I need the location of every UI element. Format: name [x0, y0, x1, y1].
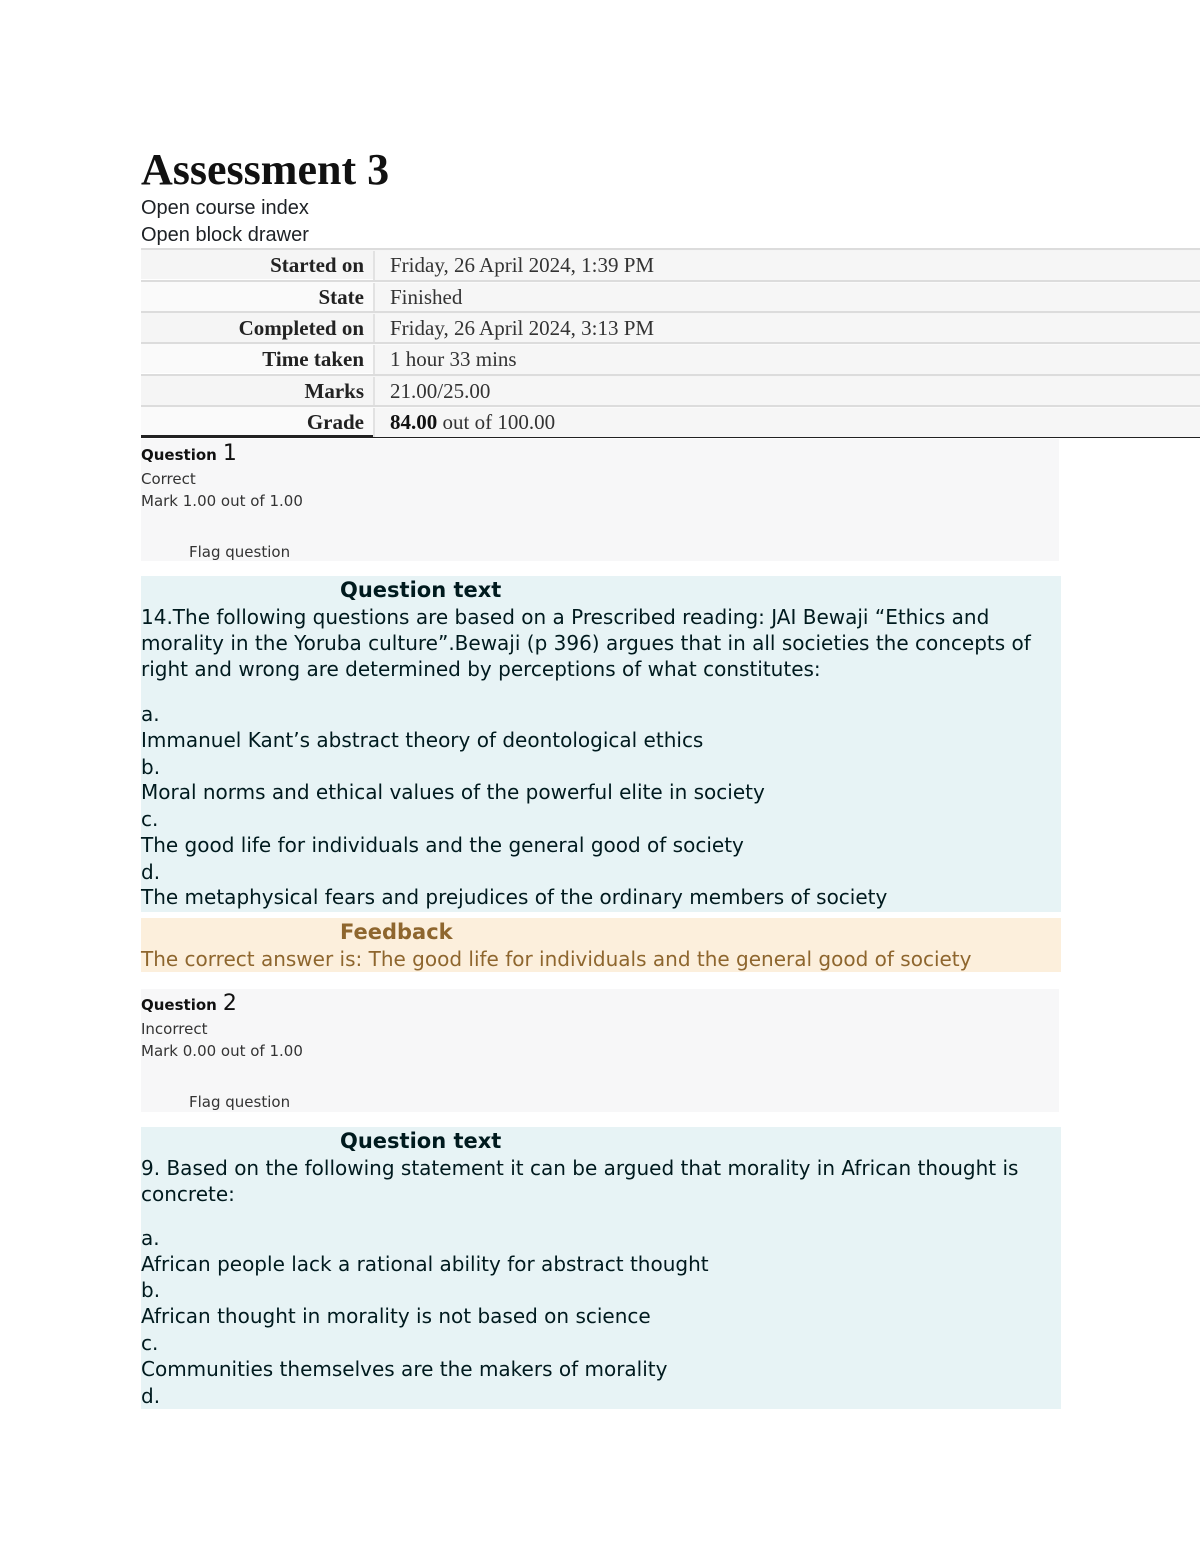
flag-question-button[interactable]: Flag question [189, 1093, 291, 1111]
question-text: 9. Based on the following statement it can be argued that morality in African thought is concrete: [141, 1156, 1019, 1206]
answer-option-text[interactable]: Immanuel Kant’s abstract theory of deontological ethics [141, 728, 704, 752]
summary-row-time-taken [141, 342, 1200, 373]
summary-row-marks [141, 374, 1200, 405]
question-content [141, 1127, 1061, 1409]
question-mark: Mark 1.00 out of 1.00 [141, 492, 303, 510]
summary-label: Grade [306, 410, 364, 434]
answer-option-text[interactable]: African thought in morality is not based on science [141, 1304, 651, 1328]
question-text-heading: Question text [340, 1129, 502, 1153]
summary-value: Friday, 26 April 2024, 3:13 PM [373, 314, 1200, 343]
summary-row-started [141, 248, 1200, 279]
answer-option-letter[interactable]: c. [141, 807, 159, 831]
answer-option-letter[interactable]: a. [141, 702, 160, 726]
question-content [141, 576, 1061, 912]
answer-option-letter[interactable]: a. [141, 1226, 160, 1250]
summary-label: State [318, 285, 364, 309]
question-info [141, 989, 1059, 1112]
question-text: 14.The following questions are based on a Prescribed reading: JAI Bewaji “Ethics and morality in the Yoruba culture”.Bewaji (p 396) argues that in all societies the concepts of right and wrong are determined by perceptions of what constitutes: [141, 605, 1031, 681]
feedback-text: The correct answer is: The good life for individuals and the general good of society [141, 947, 972, 971]
open-block-drawer-link[interactable]: Open block drawer [141, 224, 309, 246]
question-text-heading: Question text [340, 578, 502, 602]
summary-label: Marks [304, 379, 364, 403]
question-number: 1 [222, 441, 237, 466]
summary-value: 1 hour 33 mins [373, 345, 1200, 374]
answer-option-letter[interactable]: d. [141, 1384, 161, 1408]
question-label-text: Question [141, 446, 217, 464]
answer-option-letter[interactable]: b. [141, 1278, 161, 1302]
question-info [141, 439, 1059, 561]
answer-option-text[interactable]: African people lack a rational ability for abstract thought [141, 1252, 709, 1276]
answer-option-letter[interactable]: d. [141, 860, 161, 884]
open-course-index-link[interactable]: Open course index [141, 197, 309, 219]
page-title: Assessment 3 [141, 145, 390, 194]
summary-label: Time taken [262, 347, 364, 371]
feedback-box [141, 918, 1061, 972]
summary-value: Finished [373, 283, 1200, 312]
summary-row-grade [141, 405, 1200, 438]
answer-option-letter[interactable]: b. [141, 755, 161, 779]
summary-value: Friday, 26 April 2024, 1:39 PM [373, 251, 1200, 280]
answer-option-text[interactable]: Communities themselves are the makers of morality [141, 1357, 668, 1381]
question-label-text: Question [141, 996, 217, 1014]
summary-label: Started on [270, 253, 364, 277]
summary-value [373, 408, 1200, 437]
question-state: Incorrect [141, 1020, 208, 1038]
grade-out-of: out of 100.00 [437, 410, 556, 434]
feedback-heading: Feedback [340, 920, 453, 944]
question-label [141, 441, 237, 466]
summary-row-completed [141, 311, 1200, 342]
question-label [141, 991, 237, 1016]
summary-row-state [141, 280, 1200, 311]
question-mark: Mark 0.00 out of 1.00 [141, 1042, 303, 1060]
summary-value: 21.00/25.00 [373, 377, 1200, 406]
question-state: Correct [141, 470, 196, 488]
summary-label: Completed on [238, 316, 364, 340]
answer-option-text[interactable]: The metaphysical fears and prejudices of the ordinary members of society [141, 885, 888, 909]
grade-value: 84.00 [390, 410, 438, 434]
flag-question-button[interactable]: Flag question [189, 543, 291, 561]
answer-option-text[interactable]: The good life for individuals and the general good of society [141, 833, 744, 857]
answer-option-letter[interactable]: c. [141, 1331, 159, 1355]
question-number: 2 [222, 991, 237, 1016]
answer-option-text[interactable]: Moral norms and ethical values of the powerful elite in society [141, 780, 765, 804]
